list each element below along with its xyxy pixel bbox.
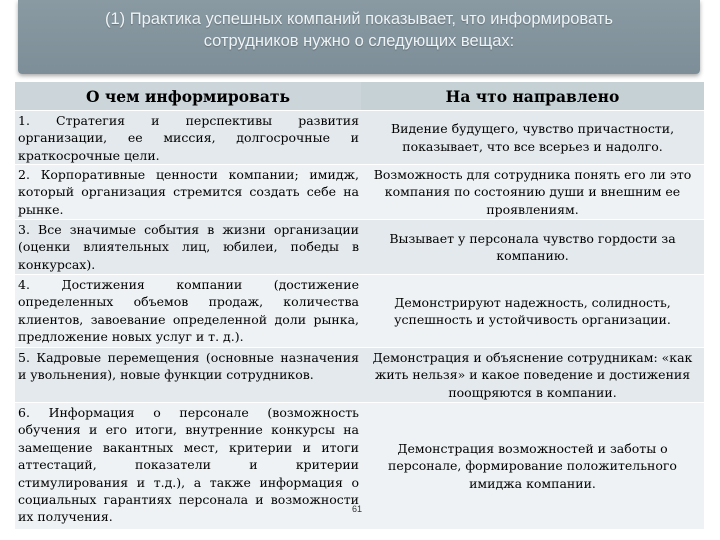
table-cell-what: 2. Корпоративные ценности компании; имидж, который организация стремится создать себе на рынке. [18, 167, 359, 217]
table-cell-purpose: Видение будущего, чувство причастности, показывает, что все всерьез и надолго. [390, 121, 675, 154]
table-row [15, 347, 704, 402]
table-cell-purpose: Демонстрация возможностей и заботы о персонале, формирование положительного имиджа компании. [388, 440, 677, 491]
table-cell-what: 6. Информация о персонале (возможность обучения и его итоги, внутренние конкурсы на замещение вакантных мест, критерии и итоги аттестаций, показатели и критерии стимулирования и т.д.), а также информация о социальных гарантиях персонала и возможности их получения. [18, 405, 359, 525]
info-table [15, 110, 704, 529]
table-row [15, 164, 704, 219]
slide-title-line-1: (1) Практика успешных компаний показывает, что информировать [105, 10, 613, 28]
title-bar [18, 0, 700, 74]
table-cell-what: 4. Достижения компании (достижение определенных объемов продаж, количества клиентов, завоевание определенной доли рынка, предложение новых услуг и т. д.). [18, 277, 359, 345]
page-number: 61 [352, 504, 363, 514]
table-cell-purpose: Демонстрация и объяснение сотрудникам: «как жить нельзя» и какое поведение и достижения поощряются в компании. [372, 349, 693, 400]
table-row [15, 219, 704, 274]
table-cell-purpose: Демонстрируют надежность, солидность, успешность и устойчивость организации. [394, 294, 671, 327]
table-cell-purpose: Вызывает у персонала чувство гордости за компанию. [389, 230, 676, 263]
column-header-what: О чем информировать [15, 82, 361, 110]
table-cell-purpose: Возможность для сотрудника понять его ли это компания по состоянию души и внешним ее проявлениям. [373, 166, 692, 217]
table-cell-what: 3. Все значимые события в жизни организации (оценки влиятельных лиц, юбилеи, победы в конкурсах). [18, 222, 359, 272]
slide-title-line-2: сотрудников нужно о следующих вещах: [203, 32, 515, 50]
table-row [15, 274, 704, 347]
slide-title [18, 8, 700, 52]
table-cell-what: 1. Стратегия и перспективы развития организации, ее миссия, долгосрочные и краткосрочные цели. [18, 113, 359, 163]
column-header-purpose: На что направлено [361, 82, 704, 110]
table-cell-what: 5. Кадровые перемещения (основные назначения и увольнения), новые функции сотрудников. [18, 350, 359, 383]
table-row [15, 110, 704, 164]
